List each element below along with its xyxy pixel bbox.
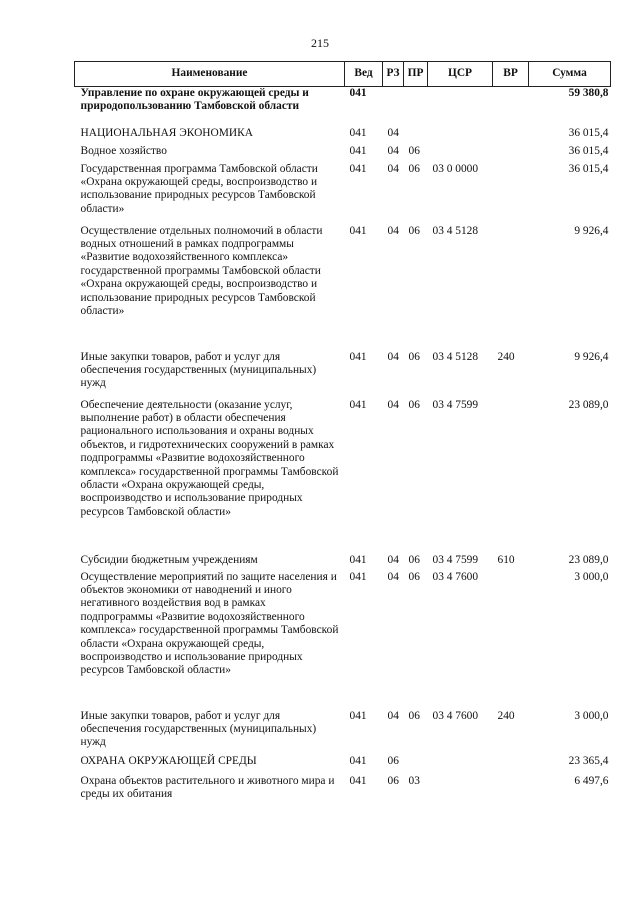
- cell-ved: 041: [349, 162, 367, 175]
- header-sum: Сумма: [529, 62, 611, 87]
- cell-pr: [404, 127, 428, 145]
- table-row: [75, 225, 611, 351]
- page-number: 215: [311, 36, 329, 50]
- cell-ved: 041: [349, 774, 367, 787]
- cell-name: НАЦИОНАЛЬНАЯ ЭКОНОМИКА: [80, 126, 253, 139]
- cell-ved: 041: [349, 553, 367, 566]
- cell-name: Водное хозяйство: [80, 144, 167, 157]
- cell-vr: [493, 571, 529, 710]
- cell-csr: [428, 755, 493, 775]
- cell-rz: 04: [387, 553, 399, 566]
- cell-name: Иные закупки товаров, работ и услуг для обеспечения государственных (муниципальных) нужд: [80, 350, 317, 390]
- cell-name: Охрана объектов растительного и животного мира и среды их обитания: [80, 774, 335, 800]
- cell-sum: 23 089,0: [568, 553, 609, 566]
- cell-csr: [428, 87, 493, 127]
- cell-name: Государственная программа Тамбовской области «Охрана окружающей среды, воспроизводство и использование природных ресурсов Тамбовской области»: [80, 162, 318, 215]
- table-row: [75, 554, 611, 571]
- cell-rz: 04: [387, 224, 399, 237]
- cell-name: Осуществление отдельных полномочий в области водных отношений в рамках подпрограммы «Развитие водохозяйственного комплекса» государственной программы Тамбовской области «Охрана окружающей среды, воспроизводство и использование природных ресурсов Тамбовской области»: [80, 224, 323, 317]
- cell-csr: 03 4 7600: [432, 709, 479, 722]
- cell-csr: 03 0 0000: [432, 162, 479, 175]
- cell-name: Иные закупки товаров, работ и услуг для обеспечения государственных (муниципальных) нужд: [80, 709, 317, 749]
- cell-pr: 06: [408, 224, 420, 237]
- cell-sum: 36 015,4: [568, 162, 609, 175]
- cell-vr: [493, 775, 529, 805]
- cell-vr: [493, 163, 529, 225]
- cell-csr: [428, 775, 493, 805]
- cell-vr: [493, 755, 529, 775]
- cell-vr: [493, 127, 529, 145]
- cell-vr: 240: [497, 350, 515, 363]
- header-csr: ЦСР: [428, 62, 493, 87]
- cell-rz: 04: [387, 398, 399, 411]
- table-body: [75, 87, 611, 805]
- cell-rz: 04: [387, 570, 399, 583]
- cell-rz: 06: [387, 774, 399, 787]
- cell-ved: 041: [349, 709, 367, 722]
- cell-vr: [493, 87, 529, 127]
- cell-sum: 9 926,4: [574, 350, 609, 363]
- budget-table: [74, 61, 611, 805]
- table-row: [75, 399, 611, 554]
- cell-name: Обеспечение деятельности (оказание услуг, выполнение работ) в области обеспечения рационального использования и охраны водных объектов, и гидротехнических сооружений в рамках подпрограммы «Развитие водохозяйственного комплекса» государственной программы Тамбовской области «Охрана окружающей среды, воспроизводство и использование природных ресурсов Тамбовской области»: [80, 398, 339, 518]
- cell-name: ОХРАНА ОКРУЖАЮЩЕЙ СРЕДЫ: [80, 754, 257, 767]
- cell-csr: [428, 127, 493, 145]
- cell-rz: 04: [387, 144, 399, 157]
- cell-ved: 041: [349, 87, 367, 99]
- cell-sum: 3 000,0: [574, 709, 609, 722]
- header-vr: ВР: [493, 62, 529, 87]
- cell-pr: [404, 87, 428, 127]
- cell-csr: 03 4 5128: [432, 224, 479, 237]
- cell-rz: 04: [387, 162, 399, 175]
- cell-ved: 041: [349, 570, 367, 583]
- cell-pr: 06: [408, 553, 420, 566]
- cell-vr: [493, 145, 529, 163]
- cell-pr: 06: [408, 709, 420, 722]
- cell-pr: 06: [408, 570, 420, 583]
- table-header-row: [75, 62, 611, 87]
- cell-sum: 23 089,0: [568, 398, 609, 411]
- cell-vr: [493, 225, 529, 351]
- table-row: [75, 351, 611, 399]
- table-row: [75, 127, 611, 145]
- table-row: [75, 755, 611, 775]
- cell-pr: 03: [408, 774, 420, 787]
- cell-pr: [404, 755, 428, 775]
- cell-ved: 041: [349, 350, 367, 363]
- cell-vr: 610: [497, 553, 515, 566]
- cell-ved: 041: [349, 144, 367, 157]
- table-row: [75, 571, 611, 710]
- cell-sum: 6 497,6: [574, 774, 609, 787]
- cell-sum: 59 380,8: [568, 87, 609, 99]
- table-row: [75, 710, 611, 755]
- cell-ved: 041: [349, 126, 367, 139]
- table-row: [75, 775, 611, 805]
- cell-pr: 06: [408, 350, 420, 363]
- cell-name: Управление по охране окружающей среды и природопользованию Тамбовской области: [80, 87, 309, 113]
- cell-ved: 041: [349, 224, 367, 237]
- cell-rz: 04: [387, 350, 399, 363]
- cell-vr: [493, 399, 529, 554]
- cell-rz: [383, 87, 404, 127]
- cell-pr: 06: [408, 162, 420, 175]
- cell-sum: 36 015,4: [568, 144, 609, 157]
- header-ved: Вед: [345, 62, 383, 87]
- table-row: [75, 163, 611, 225]
- cell-rz: 04: [387, 126, 399, 139]
- header-pr: ПР: [404, 62, 428, 87]
- cell-ved: 041: [349, 754, 367, 767]
- cell-csr: 03 4 7600: [432, 570, 479, 583]
- table-row: [75, 145, 611, 163]
- header-name: Наименование: [75, 62, 345, 87]
- header-rz: РЗ: [383, 62, 404, 87]
- cell-sum: 9 926,4: [574, 224, 609, 237]
- cell-vr: 240: [497, 709, 515, 722]
- cell-sum: 36 015,4: [568, 126, 609, 139]
- cell-pr: 06: [408, 398, 420, 411]
- table-row: [75, 87, 611, 127]
- cell-sum: 23 365,4: [568, 754, 609, 767]
- cell-sum: 3 000,0: [574, 570, 609, 583]
- cell-name: Субсидии бюджетным учреждениям: [80, 553, 258, 566]
- cell-pr: 06: [408, 144, 420, 157]
- cell-rz: 06: [387, 754, 399, 767]
- cell-ved: 041: [349, 398, 367, 411]
- cell-csr: 03 4 5128: [432, 350, 479, 363]
- cell-name: Осуществление мероприятий по защите населения и объектов экономики от наводнений и иного негативного воздействия вод в рамках подпрограммы «Развитие водохозяйственного комплекса» государственной программы Тамбовской области «Охрана окружающей среды, воспроизводство и использование природных ресурсов Тамбовской области»: [80, 570, 339, 677]
- cell-rz: 04: [387, 709, 399, 722]
- cell-csr: 03 4 7599: [432, 553, 479, 566]
- cell-csr: [428, 145, 493, 163]
- cell-csr: 03 4 7599: [432, 398, 479, 411]
